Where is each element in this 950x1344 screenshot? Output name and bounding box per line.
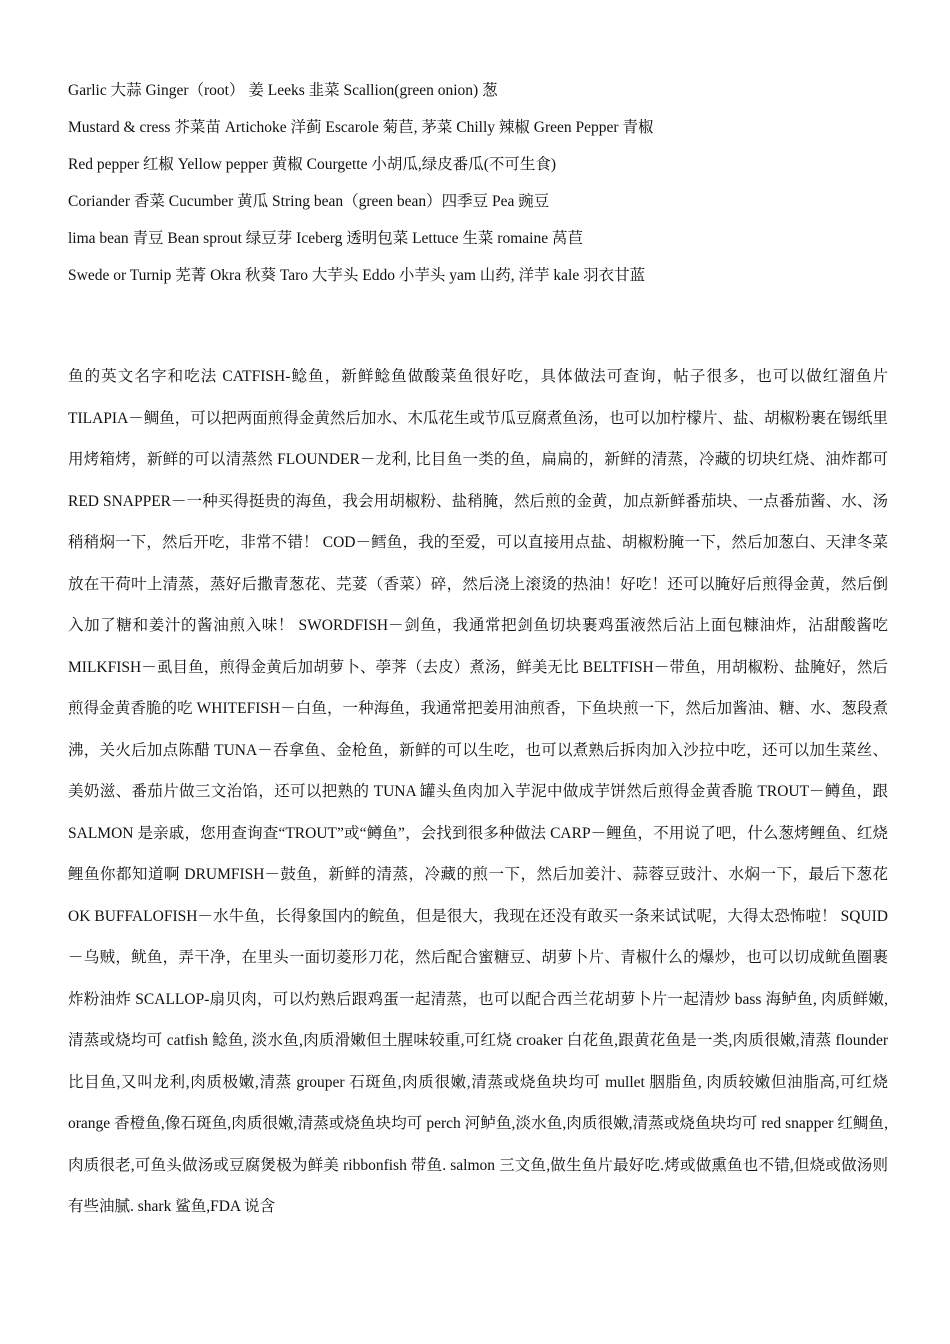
- vegetable-line: Coriander 香菜 Cucumber 黄瓜 String bean（green bean）四季豆 Pea 豌豆: [68, 193, 550, 210]
- vegetable-line: Mustard & cress 芥菜苗 Artichoke 洋蓟 Escarole 菊苣, 茅菜 Chilly 辣椒 Green Pepper 青椒: [68, 119, 654, 136]
- vegetable-line: Swede or Turnip 芜菁 Okra 秋葵 Taro 大芋头 Eddo 小芋头 yam 山药, 洋芋 kale 羽衣甘蓝: [68, 267, 646, 284]
- vegetable-list: [68, 72, 888, 294]
- fish-names-paragraph: 鱼的英文名字和吃法 CATFISH-鲶鱼，新鲜鲶鱼做酸菜鱼很好吃，具体做法可查询，帖子很多，也可以做红溜鱼片 TILAPIA－鲷鱼，可以把两面煎得金黄然后加水、木瓜花生或节瓜豆腐煮鱼汤，也可以加柠檬片、盐、胡椒粉裹在锡纸里用烤箱烤，新鲜的可以清蒸然 FLOUNDER－龙利, 比目鱼一类的鱼，扁扁的，新鲜的清蒸，冷藏的切块红烧、油炸都可 RED SNAPPER－一种买得挺贵的海鱼，我会用胡椒粉、盐稍腌，然后煎的金黄，加点新鲜番茄块、一点番茄酱、水、汤稍稍焖一下，然后开吃，非常不错！ COD－鳕鱼，我的至爱，可以直接用点盐、胡椒粉腌一下，然后加葱白、天津冬菜放在干荷叶上清蒸，蒸好后撒青葱花、芫荽（香菜）碎，然后浇上滚烫的热油！好吃！还可以腌好后煎得金黄，然后倒入加了糖和姜汁的酱油煎入味！ SWORDFISH－剑鱼，我通常把剑鱼切块裹鸡蛋液然后沾上面包糠油炸，沾甜酸酱吃 MILKFISH－虱目鱼，煎得金黄后加胡萝卜、荸荠（去皮）煮汤，鲜美无比 BELTFISH－带鱼，用胡椒粉、盐腌好，然后煎得金黄香脆的吃 WHITEFISH－白鱼，一种海鱼，我通常把姜用油煎香，下鱼块煎一下，然后加酱油、糖、水、葱段煮沸，关火后加点陈醋 TUNA－吞拿鱼、金枪鱼，新鲜的可以生吃，也可以煮熟后拆肉加入沙拉中吃，还可以加生菜丝、美奶滋、番茄片做三文治馅，还可以把熟的 TUNA 罐头鱼肉加入芋泥中做成芋饼然后煎得金黄香脆 TROUT－鳟鱼，跟 SALMON 是亲戚，您用查询查“TROUT”或“鳟鱼”，会找到很多种做法 CARP－鲤鱼，不用说了吧，什么葱烤鲤鱼、红烧鲤鱼你都知道啊 DRUMFISH－鼓鱼，新鲜的清蒸，冷藏的煎一下，然后加姜汁、蒜蓉豆豉汁、水焖一下，最后下葱花 OK BUFFALOFISH－水牛鱼，长得象国内的鲩鱼，但是很大，我现在还没有敢买一条来试试呢，大得太恐怖啦！ SQUID－乌贼，鱿鱼，弄干净，在里头一面切菱形刀花，然后配合蜜糖豆、胡萝卜片、青椒什么的爆炒，也可以切成鱿鱼圈裹炸粉油炸 SCALLOP-扇贝肉，可以灼熟后跟鸡蛋一起清蒸，也可以配合西兰花胡萝卜片一起清炒 bass 海鲈鱼, 肉质鲜嫩, 清蒸或烧均可 catfish 鲶鱼, 淡水鱼,肉质滑嫩但土腥味较重,可红烧 croaker 白花鱼,跟黄花鱼是一类,肉质很嫩,清蒸 flounder 比目鱼,又叫龙利,肉质极嫩,清蒸 grouper 石斑鱼,肉质很嫩,清蒸或烧鱼块均可 mullet 胭脂鱼, 肉质较嫩但油脂高,可红烧 orange 香橙鱼,像石斑鱼,肉质很嫩,清蒸或烧鱼块均可 perch 河鲈鱼,淡水鱼,肉质很嫩,清蒸或烧鱼块均可 red snapper 红鲷鱼,肉质很老,可鱼头做汤或豆腐煲极为鲜美 ribbonfish 带鱼. salmon 三文鱼,做生鱼片最好吃.烤或做熏鱼也不错,但烧或做汤则有些油腻. shark 鲨鱼,FDA 说含: [68, 368, 888, 1215]
- vegetable-line: Garlic 大蒜 Ginger（root） 姜 Leeks 韭菜 Scallion(green onion) 葱: [68, 82, 498, 99]
- document-page: [68, 72, 888, 1228]
- vegetable-line: lima bean 青豆 Bean sprout 绿豆芽 Iceberg 透明包菜 Lettuce 生菜 romaine 莴苣: [68, 230, 583, 247]
- vegetable-line: Red pepper 红椒 Yellow pepper 黄椒 Courgette 小胡瓜,绿皮番瓜(不可生食): [68, 156, 557, 173]
